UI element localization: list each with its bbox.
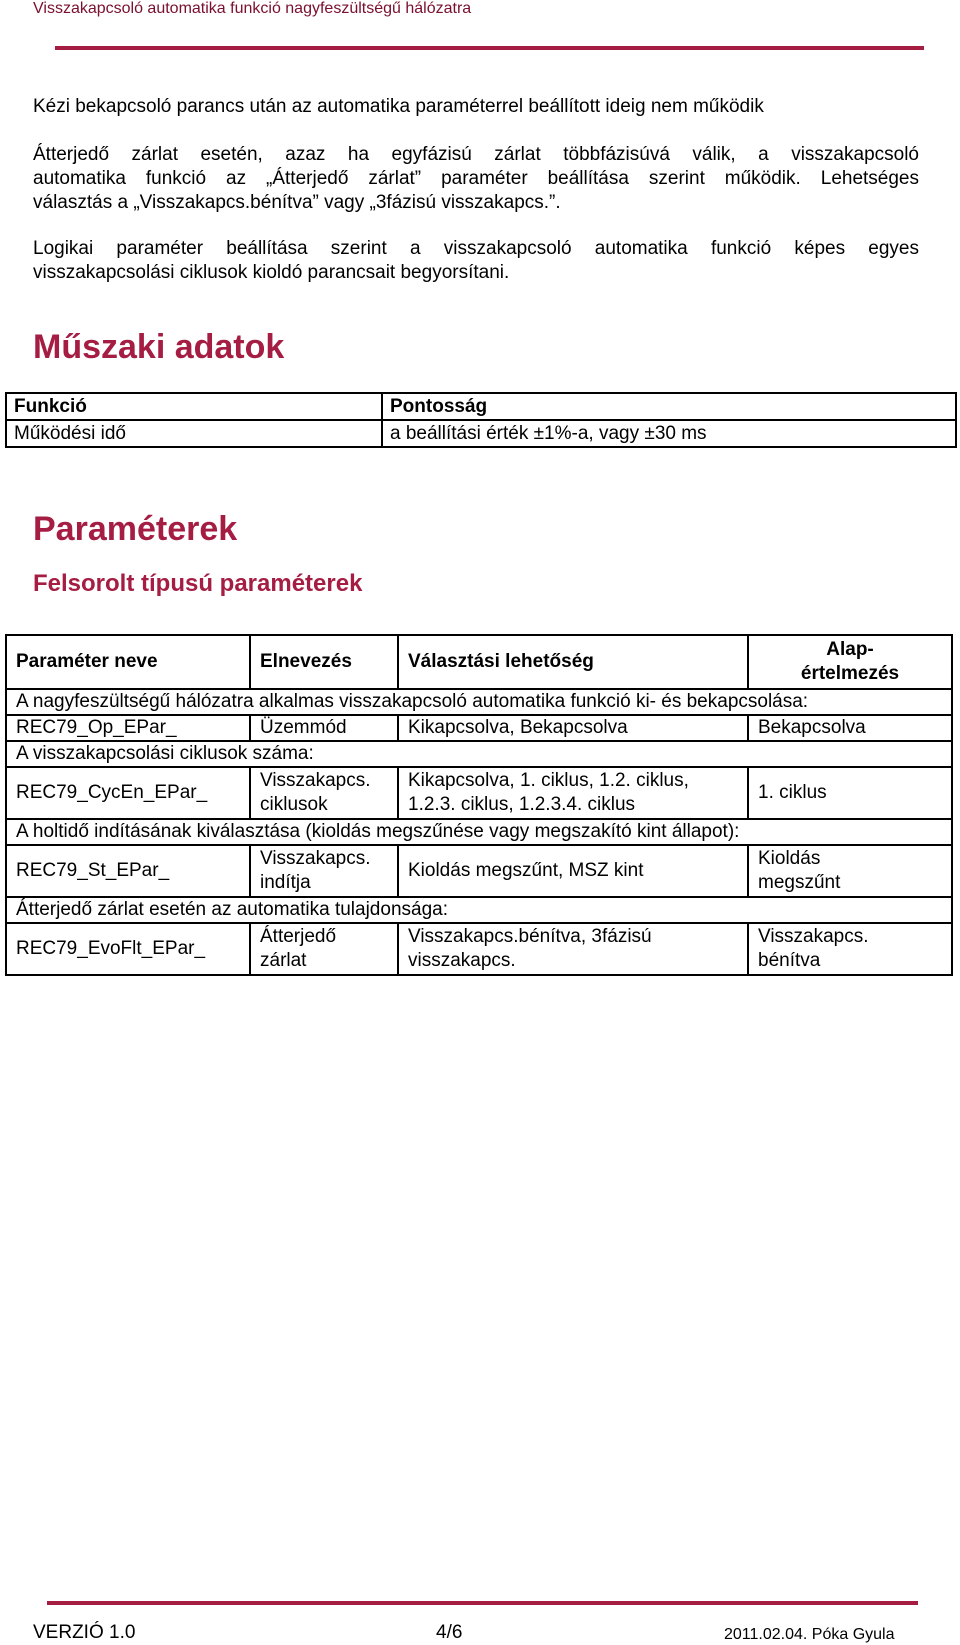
cell-param-selection: Kikapcsolva, Bekapcsolva <box>398 715 748 741</box>
group-title-cycles: A visszakapcsolási ciklusok száma: <box>6 741 952 767</box>
cell-function: Működési idő <box>6 420 382 447</box>
cell-param-default-line2: megszűnt <box>758 872 841 893</box>
table-row <box>6 767 952 819</box>
cell-param-default <box>748 923 952 975</box>
footer-rule <box>47 1601 918 1605</box>
footer-page-number: 4/6 <box>436 1622 463 1643</box>
cell-param-title <box>250 767 398 819</box>
table-row <box>6 420 956 447</box>
table-row <box>6 845 952 897</box>
cell-param-title-line1: Visszakapcs. <box>260 770 371 791</box>
footer-date-author: 2011.02.04. Póka Gyula <box>724 1626 895 1643</box>
cell-param-title <box>250 923 398 975</box>
footer-version: VERZIÓ 1.0 <box>33 1622 136 1643</box>
cell-param-title-line1: Átterjedő <box>260 926 337 947</box>
cell-param-default: Bekapcsolva <box>748 715 952 741</box>
paragraph-evolving-fault-line1: Átterjedő zárlat esetén, azaz ha egyfázisú zárlat többfázisúvá válik, a visszakapcsoló <box>33 144 919 165</box>
cell-param-default-line1: Visszakapcs. <box>758 926 869 947</box>
cell-param-title <box>250 845 398 897</box>
column-header-default-line2: értelmezés <box>800 663 900 684</box>
column-header-default <box>748 635 952 689</box>
table-row <box>6 923 952 975</box>
paragraph-manual-close: Kézi bekapcsoló parancs után az automatika paraméterrel beállított ideig nem működik <box>33 96 764 117</box>
technical-data-heading: Műszaki adatok <box>33 328 285 366</box>
table-row <box>6 715 952 741</box>
cell-param-name: REC79_CycEn_EPar_ <box>6 767 250 819</box>
group-title-row <box>6 689 952 715</box>
cell-param-default <box>748 845 952 897</box>
cell-param-selection <box>398 767 748 819</box>
enum-parameters-subheading: Felsorolt típusú paraméterek <box>33 570 363 597</box>
group-title-deadtime-start: A holtidő indításának kiválasztása (kioldás megszűnése vagy megszakító kint állapot): <box>6 819 952 845</box>
group-title-row <box>6 819 952 845</box>
cell-param-selection-line1: Visszakapcs.bénítva, 3fázisú <box>408 926 652 947</box>
paragraph-logic-line2: visszakapcsolási ciklusok kioldó parancsait begyorsítani. <box>33 262 510 283</box>
cell-param-selection-line2: 1.2.3. ciklus, 1.2.3.4. ciklus <box>408 794 636 815</box>
column-header-name: Paraméter neve <box>6 635 250 689</box>
cell-param-default: 1. ciklus <box>748 767 952 819</box>
cell-param-title-line2: ciklusok <box>260 794 328 815</box>
cell-param-default-line2: bénítva <box>758 950 821 971</box>
paragraph-evolving-fault-line2: automatika funkció az „Átterjedő zárlat” paraméter beállítása szerint működik. Lehetséges <box>33 168 919 189</box>
parameters-table <box>5 634 953 976</box>
cell-param-title-line2: indítja <box>260 872 311 893</box>
group-title-row <box>6 741 952 767</box>
header-rule <box>55 46 924 50</box>
table-header-row <box>6 393 956 420</box>
parameters-heading: Paraméterek <box>33 510 238 548</box>
running-header: Visszakapcsoló automatika funkció nagyfeszültségű hálózatra <box>33 0 472 17</box>
column-header-title: Elnevezés <box>250 635 398 689</box>
cell-param-selection <box>398 923 748 975</box>
group-title-operation: A nagyfeszültségű hálózatra alkalmas visszakapcsoló automatika funkció ki- és bekapcsolása: <box>6 689 952 715</box>
paragraph-evolving-fault-line3: választás a „Visszakapcs.bénítva” vagy „3fázisú visszakapcs.”. <box>33 192 561 213</box>
column-header-default-line1: Alap- <box>826 639 874 660</box>
technical-data-table <box>5 392 957 448</box>
cell-param-title-line1: Visszakapcs. <box>260 848 371 869</box>
cell-param-title-line2: zárlat <box>260 950 307 971</box>
column-header-function: Funkció <box>6 393 382 420</box>
paragraph-logic-line1: Logikai paraméter beállítása szerint a visszakapcsoló automatika funkció képes egyes <box>33 238 919 259</box>
group-title-evolving-fault: Átterjedő zárlat esetén az automatika tulajdonsága: <box>6 897 952 923</box>
cell-param-default-line1: Kioldás <box>758 848 821 869</box>
column-header-accuracy: Pontosság <box>382 393 956 420</box>
cell-param-name: REC79_Op_EPar_ <box>6 715 250 741</box>
cell-param-name: REC79_St_EPar_ <box>6 845 250 897</box>
cell-param-name: REC79_EvoFlt_EPar_ <box>6 923 250 975</box>
cell-accuracy: a beállítási érték ±1%-a, vagy ±30 ms <box>382 420 956 447</box>
cell-param-title: Üzemmód <box>250 715 398 741</box>
group-title-row <box>6 897 952 923</box>
cell-param-selection: Kioldás megszűnt, MSZ kint <box>398 845 748 897</box>
table-header-row <box>6 635 952 689</box>
cell-param-selection-line1: Kikapcsolva, 1. ciklus, 1.2. ciklus, <box>408 770 689 791</box>
cell-param-selection-line2: visszakapcs. <box>408 950 516 971</box>
column-header-selection: Választási lehetőség <box>398 635 748 689</box>
